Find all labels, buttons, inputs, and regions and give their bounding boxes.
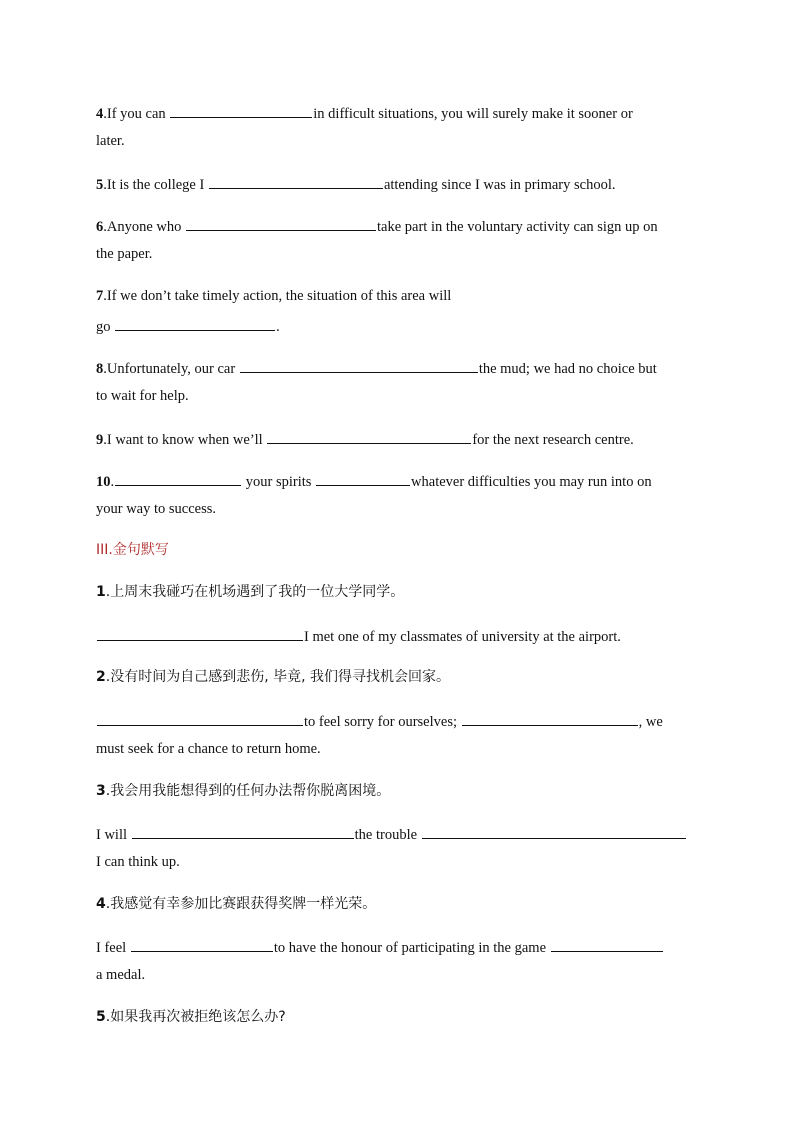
question-number: 1: [96, 584, 106, 600]
question-4: 4.If you can in difficult situations, you will surely make it sooner or: [96, 103, 706, 123]
question-6: 6.Anyone who take part in the voluntary activity can sign up on: [96, 216, 706, 236]
sentence-5-prompt: 5.如果我再次被拒绝该怎么办?: [96, 1009, 286, 1025]
answer-blank[interactable]: [97, 626, 303, 641]
answer-blank[interactable]: [115, 316, 275, 331]
section-heading: III.金句默写: [96, 542, 169, 558]
answer-blank[interactable]: [115, 471, 241, 486]
question-7: 7.If we don’t take timely action, the situation of this area will: [96, 288, 452, 304]
answer-blank[interactable]: [316, 471, 410, 486]
sentence-3-prompt: 3.我会用我能想得到的任何办法帮你脱离困境。: [96, 783, 391, 799]
question-number: 4: [96, 106, 104, 122]
question-10: 10. your spirits whatever difficulties you may run into on: [96, 471, 706, 491]
sentence-4-prompt: 4.我感觉有幸参加比赛跟获得奖牌一样光荣。: [96, 896, 377, 912]
question-number: 10: [96, 474, 111, 490]
answer-blank[interactable]: [551, 937, 663, 952]
question-number: 5: [96, 1009, 106, 1025]
answer-blank[interactable]: [131, 937, 273, 952]
answer-blank[interactable]: [186, 216, 376, 231]
question-5: 5.It is the college I attending since I was in primary school.: [96, 174, 706, 194]
answer-blank[interactable]: [462, 711, 638, 726]
answer-blank[interactable]: [240, 358, 478, 373]
sentence-4-answer: I feel to have the honour of participating in the game: [96, 937, 706, 957]
sentence-2-prompt: 2.没有时间为自己感到悲伤, 毕竟, 我们得寻找机会回家。: [96, 669, 451, 685]
answer-blank[interactable]: [170, 103, 312, 118]
sentence-2-answer: to feel sorry for ourselves; , we: [96, 711, 706, 731]
sentence-4-cont: a medal.: [96, 967, 146, 983]
question-4-cont: later.: [96, 133, 125, 149]
answer-blank[interactable]: [267, 429, 471, 444]
question-9: 9.I want to know when we’ll for the next research centre.: [96, 429, 706, 449]
question-number: 5: [96, 177, 104, 193]
sentence-3-cont: I can think up.: [96, 854, 180, 870]
question-number: 9: [96, 432, 104, 448]
answer-blank[interactable]: [422, 824, 686, 839]
sentence-1-answer: I met one of my classmates of university at the airport.: [96, 626, 706, 646]
question-8: 8.Unfortunately, our car the mud; we had no choice but: [96, 358, 706, 378]
question-7-cont: go .: [96, 316, 706, 336]
sentence-3-answer: I will the trouble: [96, 824, 706, 844]
question-number: 8: [96, 361, 104, 377]
answer-blank[interactable]: [209, 174, 383, 189]
question-10-cont: your way to success.: [96, 501, 217, 517]
answer-blank[interactable]: [97, 711, 303, 726]
sentence-1-prompt: 1.上周末我碰巧在机场遇到了我的一位大学同学。: [96, 584, 405, 600]
question-number: 6: [96, 219, 104, 235]
sentence-2-cont: must seek for a chance to return home.: [96, 741, 321, 757]
answer-blank[interactable]: [132, 824, 354, 839]
question-number: 4: [96, 896, 106, 912]
question-number: 3: [96, 783, 106, 799]
question-6-cont: the paper.: [96, 246, 153, 262]
question-number: 2: [96, 669, 106, 685]
question-8-cont: to wait for help.: [96, 388, 189, 404]
question-number: 7: [96, 288, 104, 304]
